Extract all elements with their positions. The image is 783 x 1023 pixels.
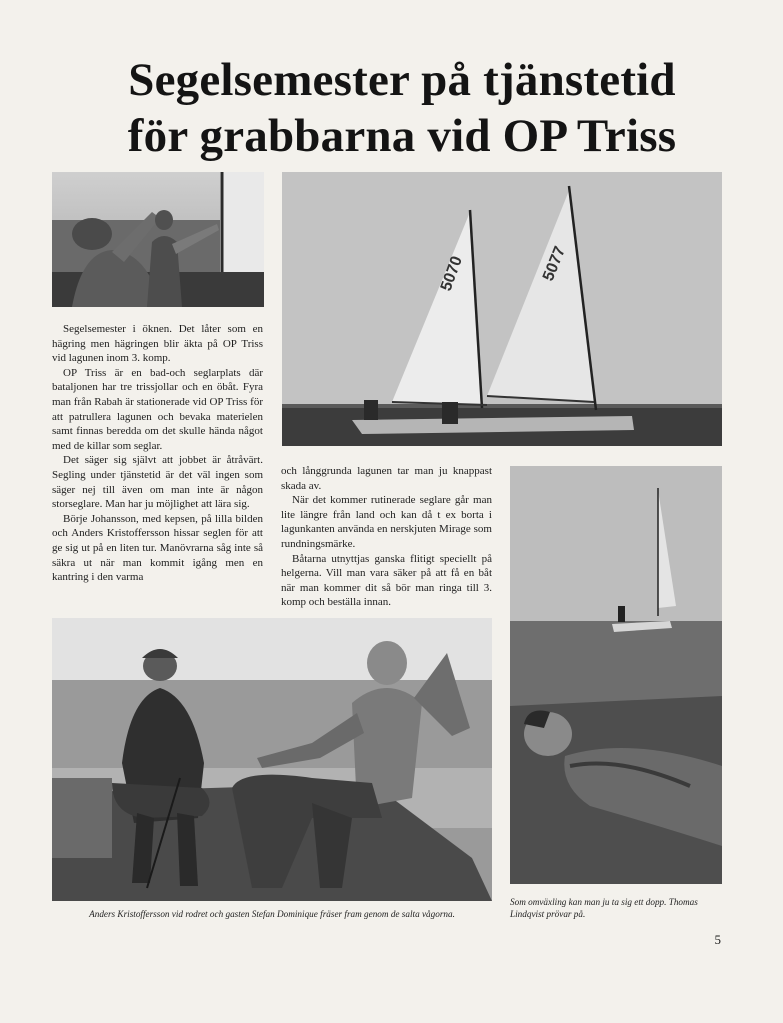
headline-line-2: för grabbarna vid OP Triss <box>127 110 677 162</box>
photo-swimmer <box>510 466 722 884</box>
column-2-paragraph: Båtarna utnyttjas ganska flitigt speciellt på helgerna. Vill man vara säker på att få en båt när man kommer dit så bör man ringa till 3. komp och beställa innan. <box>281 552 492 609</box>
column-1-paragraph: Börje Johansson, med kepsen, på lilla bilden och Anders Kristoffersson hissar seglen för att ge sig ut på en liten tur. Manövrarna såg inte så säkra ut när man kommit igång men en kantring i den varma <box>52 512 263 584</box>
photo-two-sailboats <box>282 172 722 446</box>
article-column-2 <box>281 464 492 610</box>
column-2-paragraph: När det kommer rutinerade seglare går man lite längre från land och kan då t ex borta i lagunkanten använda en nerskjuten Mirage som rundningsmärke. <box>281 494 492 550</box>
column-1-paragraph: Det säger sig självt att jobbet är åtråvärt. Segling under tjänstetid är det väl ingen som säger nej till även om man inte är någon storseglare. Man har ju möjlighet att lära sig. <box>52 454 263 511</box>
photo-hoisting-sail <box>52 172 264 307</box>
photo-men-in-boat <box>52 618 492 901</box>
article-headline <box>92 52 712 164</box>
caption-swimmer: Som omväxling kan man ju ta sig ett dopp. Thomas Lindqvist prövar på. <box>510 897 698 919</box>
page-number: 5 <box>714 932 721 947</box>
column-1-paragraph: Segelsemester i öknen. Det låter som en hägring men hägringen blir äkta på OP Triss vid lagunen inom 3. komp. <box>52 323 263 365</box>
headline-line-1: Segelsemester på tjänstetid <box>128 54 676 106</box>
article-column-1 <box>52 322 263 585</box>
sail-number-right: 5077 <box>539 244 570 284</box>
sail-number-left: 5070 <box>437 254 466 294</box>
column-2-paragraph: och långgrunda lagunen tar man ju knappast skada av. <box>281 465 492 492</box>
caption-men-in-boat: Anders Kristoffersson vid rodret och gasten Stefan Dominique fräser fram genom de salta vågorna. <box>89 909 455 919</box>
column-1-paragraph: OP Triss är en bad-och seglarplats där bataljonen har tre trissjollar och en öbåt. Fyra man från Rabah är stationerade vid OP Triss för att patrullera lagunen och bevaka materielen samt finnas beredda om det skulle hända något med de killar som seglar. <box>52 366 263 452</box>
